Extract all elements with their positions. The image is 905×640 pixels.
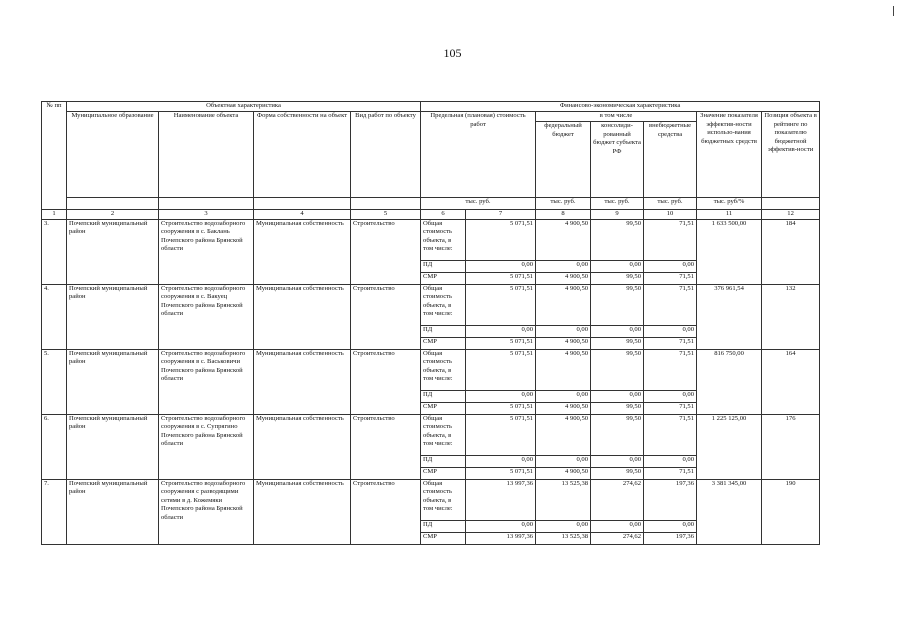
row-total-extrabudget: 197,36 (644, 479, 697, 520)
row-total-consolidated: 99,50 (591, 349, 644, 390)
column-number: 9 (591, 210, 644, 220)
row-municipality: Почепский муниципальный район (67, 219, 159, 284)
row-smr-cost: 5 071,51 (466, 337, 536, 349)
row-smr-federal: 4 900,50 (536, 337, 591, 349)
row-smr-extrabudget: 71,51 (644, 467, 697, 479)
row-pd-consolidated: 0,00 (591, 325, 644, 337)
row-total-label: Общая стоимость объекта, в том числе: (421, 479, 466, 520)
row-total-federal: 4 900,50 (536, 414, 591, 455)
row-total-label: Общая стоимость объекта, в том числе: (421, 414, 466, 455)
header-unit-blank (351, 198, 421, 210)
column-number: 11 (697, 210, 762, 220)
row-smr-label: СМР (421, 467, 466, 479)
header-unit-blank (254, 198, 351, 210)
row-pd-cost: 0,00 (466, 260, 536, 272)
header-position: Позиция объекта в рейтинге по показателю бюджетной эффектив-ности (762, 112, 820, 198)
row-total-cost: 5 071,51 (466, 219, 536, 260)
row-object: Строительство водозаборного сооружения в с. Баклань Почепского района Брянской области (159, 219, 254, 284)
row-total-consolidated: 99,50 (591, 414, 644, 455)
row-smr-consolidated: 99,50 (591, 402, 644, 414)
row-object: Строительство водозаборного сооружения в с. Вакуец Почепского района Брянской области (159, 284, 254, 349)
row-work-type: Строительство (351, 479, 421, 544)
row-smr-label: СМР (421, 402, 466, 414)
row-total-cost: 13 997,36 (466, 479, 536, 520)
table-row (42, 219, 820, 260)
row-total-extrabudget: 71,51 (644, 349, 697, 390)
column-number: 6 (421, 210, 466, 220)
row-pd-label: ПД (421, 260, 466, 272)
column-number: 5 (351, 210, 421, 220)
row-total-federal: 4 900,50 (536, 219, 591, 260)
row-pd-consolidated: 0,00 (591, 260, 644, 272)
row-pd-label: ПД (421, 390, 466, 402)
row-total-consolidated: 274,62 (591, 479, 644, 520)
row-smr-consolidated: 274,62 (591, 532, 644, 544)
row-ownership: Муниципальная собственность (254, 219, 351, 284)
header-unit-extrabudget: тыс. руб. (644, 198, 697, 210)
row-smr-cost: 5 071,51 (466, 272, 536, 284)
header-federal: федеральный бюджет (536, 122, 591, 198)
header-consolidated: консолиди-рованный бюджет субъекта РФ (591, 122, 644, 198)
header-municipality: Муниципальное образование (67, 112, 159, 198)
row-smr-cost: 5 071,51 (466, 467, 536, 479)
row-ownership: Муниципальная собственность (254, 349, 351, 414)
row-smr-label: СМР (421, 532, 466, 544)
row-smr-federal: 4 900,50 (536, 402, 591, 414)
column-number: 7 (466, 210, 536, 220)
row-municipality: Почепский муниципальный район (67, 349, 159, 414)
row-number: 5. (42, 349, 67, 414)
row-object: Строительство водозаборного сооружения в с. Васьковичи Почепского района Брянской области (159, 349, 254, 414)
header-col-num: № пп (42, 102, 67, 210)
row-smr-extrabudget: 197,36 (644, 532, 697, 544)
table-row (42, 349, 820, 390)
row-municipality: Почепский муниципальный район (67, 284, 159, 349)
row-position: 184 (762, 219, 820, 284)
row-efficiency: 1 633 500,00 (697, 219, 762, 284)
row-pd-cost: 0,00 (466, 520, 536, 532)
row-pd-label: ПД (421, 455, 466, 467)
row-smr-extrabudget: 71,51 (644, 272, 697, 284)
header-efficiency: Значение показателя эффектив-ности использо-вания бюджетных средств (697, 112, 762, 198)
row-municipality: Почепский муниципальный район (67, 414, 159, 479)
row-ownership: Муниципальная собственность (254, 479, 351, 544)
column-number: 3 (159, 210, 254, 220)
row-pd-label: ПД (421, 520, 466, 532)
row-position: 176 (762, 414, 820, 479)
header-object-group: Объектная характеристика (67, 102, 421, 112)
row-total-extrabudget: 71,51 (644, 284, 697, 325)
column-number: 1 (42, 210, 67, 220)
row-efficiency: 3 381 345,00 (697, 479, 762, 544)
header-unit-federal: тыс. руб. (536, 198, 591, 210)
row-efficiency: 816 750,00 (697, 349, 762, 414)
row-smr-federal: 4 900,50 (536, 272, 591, 284)
row-pd-federal: 0,00 (536, 390, 591, 402)
row-work-type: Строительство (351, 219, 421, 284)
row-ownership: Муниципальная собственность (254, 414, 351, 479)
row-smr-consolidated: 99,50 (591, 467, 644, 479)
row-pd-extrabudget: 0,00 (644, 390, 697, 402)
row-total-federal: 4 900,50 (536, 284, 591, 325)
row-municipality: Почепский муниципальный район (67, 479, 159, 544)
row-smr-federal: 13 525,38 (536, 532, 591, 544)
row-smr-federal: 4 900,50 (536, 467, 591, 479)
row-smr-consolidated: 99,50 (591, 337, 644, 349)
header-unit-blank (67, 198, 159, 210)
row-work-type: Строительство (351, 284, 421, 349)
row-pd-extrabudget: 0,00 (644, 520, 697, 532)
row-pd-federal: 0,00 (536, 520, 591, 532)
row-smr-extrabudget: 71,51 (644, 337, 697, 349)
row-smr-cost: 13 997,36 (466, 532, 536, 544)
row-smr-cost: 5 071,51 (466, 402, 536, 414)
column-number: 10 (644, 210, 697, 220)
row-total-cost: 5 071,51 (466, 349, 536, 390)
row-pd-federal: 0,00 (536, 260, 591, 272)
header-unit-blank (159, 198, 254, 210)
row-efficiency: 376 961,54 (697, 284, 762, 349)
column-number: 4 (254, 210, 351, 220)
row-total-extrabudget: 71,51 (644, 414, 697, 455)
header-including: в том числе (536, 112, 697, 122)
row-total-federal: 4 900,50 (536, 349, 591, 390)
row-position: 164 (762, 349, 820, 414)
row-total-cost: 5 071,51 (466, 284, 536, 325)
table-row (42, 479, 820, 520)
row-smr-consolidated: 99,50 (591, 272, 644, 284)
row-pd-consolidated: 0,00 (591, 390, 644, 402)
row-pd-label: ПД (421, 325, 466, 337)
table-row (42, 414, 820, 455)
header-object-name: Наименование объекта (159, 112, 254, 198)
row-pd-extrabudget: 0,00 (644, 455, 697, 467)
row-total-federal: 13 525,38 (536, 479, 591, 520)
table-row (42, 284, 820, 325)
row-pd-cost: 0,00 (466, 325, 536, 337)
row-number: 3. (42, 219, 67, 284)
row-total-consolidated: 99,50 (591, 219, 644, 260)
row-pd-extrabudget: 0,00 (644, 260, 697, 272)
row-work-type: Строительство (351, 349, 421, 414)
row-object: Строительство водозаборного сооружения с разводящими сетями в д. Кожемяки Почепского района Брянской области (159, 479, 254, 544)
column-number: 8 (536, 210, 591, 220)
row-number: 6. (42, 414, 67, 479)
row-pd-federal: 0,00 (536, 325, 591, 337)
row-number: 7. (42, 479, 67, 544)
header-unit-blank (762, 198, 820, 210)
row-pd-cost: 0,00 (466, 455, 536, 467)
row-total-label: Общая стоимость объекта, в том числе: (421, 284, 466, 325)
row-ownership: Муниципальная собственность (254, 284, 351, 349)
header-work-type: Вид работ по объекту (351, 112, 421, 198)
row-object: Строительство водозаборного сооружения в с. Супрягино Почепского района Брянской области (159, 414, 254, 479)
row-pd-cost: 0,00 (466, 390, 536, 402)
row-number: 4. (42, 284, 67, 349)
header-max-cost: Предельная (плановая) стоимость работ (421, 112, 536, 198)
row-position: 190 (762, 479, 820, 544)
row-smr-label: СМР (421, 337, 466, 349)
header-unit-cost: тыс. руб. (421, 198, 536, 210)
investment-objects-table (41, 101, 820, 545)
header-extrabudget: внебюджетные средства (644, 122, 697, 198)
row-total-extrabudget: 71,51 (644, 219, 697, 260)
row-pd-consolidated: 0,00 (591, 520, 644, 532)
row-position: 132 (762, 284, 820, 349)
row-total-consolidated: 99,50 (591, 284, 644, 325)
row-total-label: Общая стоимость объекта, в том числе: (421, 219, 466, 260)
header-finance-group: Финансово-экономическая характеристика (421, 102, 820, 112)
row-work-type: Строительство (351, 414, 421, 479)
column-number: 2 (67, 210, 159, 220)
page-number: 105 (443, 46, 462, 60)
row-smr-extrabudget: 71,51 (644, 402, 697, 414)
header-ownership: Форма собственности на объект (254, 112, 351, 198)
header-unit-efficiency: тыс. руб/% (697, 198, 762, 210)
row-pd-consolidated: 0,00 (591, 455, 644, 467)
row-total-cost: 5 071,51 (466, 414, 536, 455)
row-pd-extrabudget: 0,00 (644, 325, 697, 337)
row-efficiency: 1 225 125,00 (697, 414, 762, 479)
row-pd-federal: 0,00 (536, 455, 591, 467)
edge-mark (893, 6, 894, 16)
row-smr-label: СМР (421, 272, 466, 284)
column-number: 12 (762, 210, 820, 220)
header-unit-consolidated: тыс. руб. (591, 198, 644, 210)
row-total-label: Общая стоимость объекта, в том числе: (421, 349, 466, 390)
